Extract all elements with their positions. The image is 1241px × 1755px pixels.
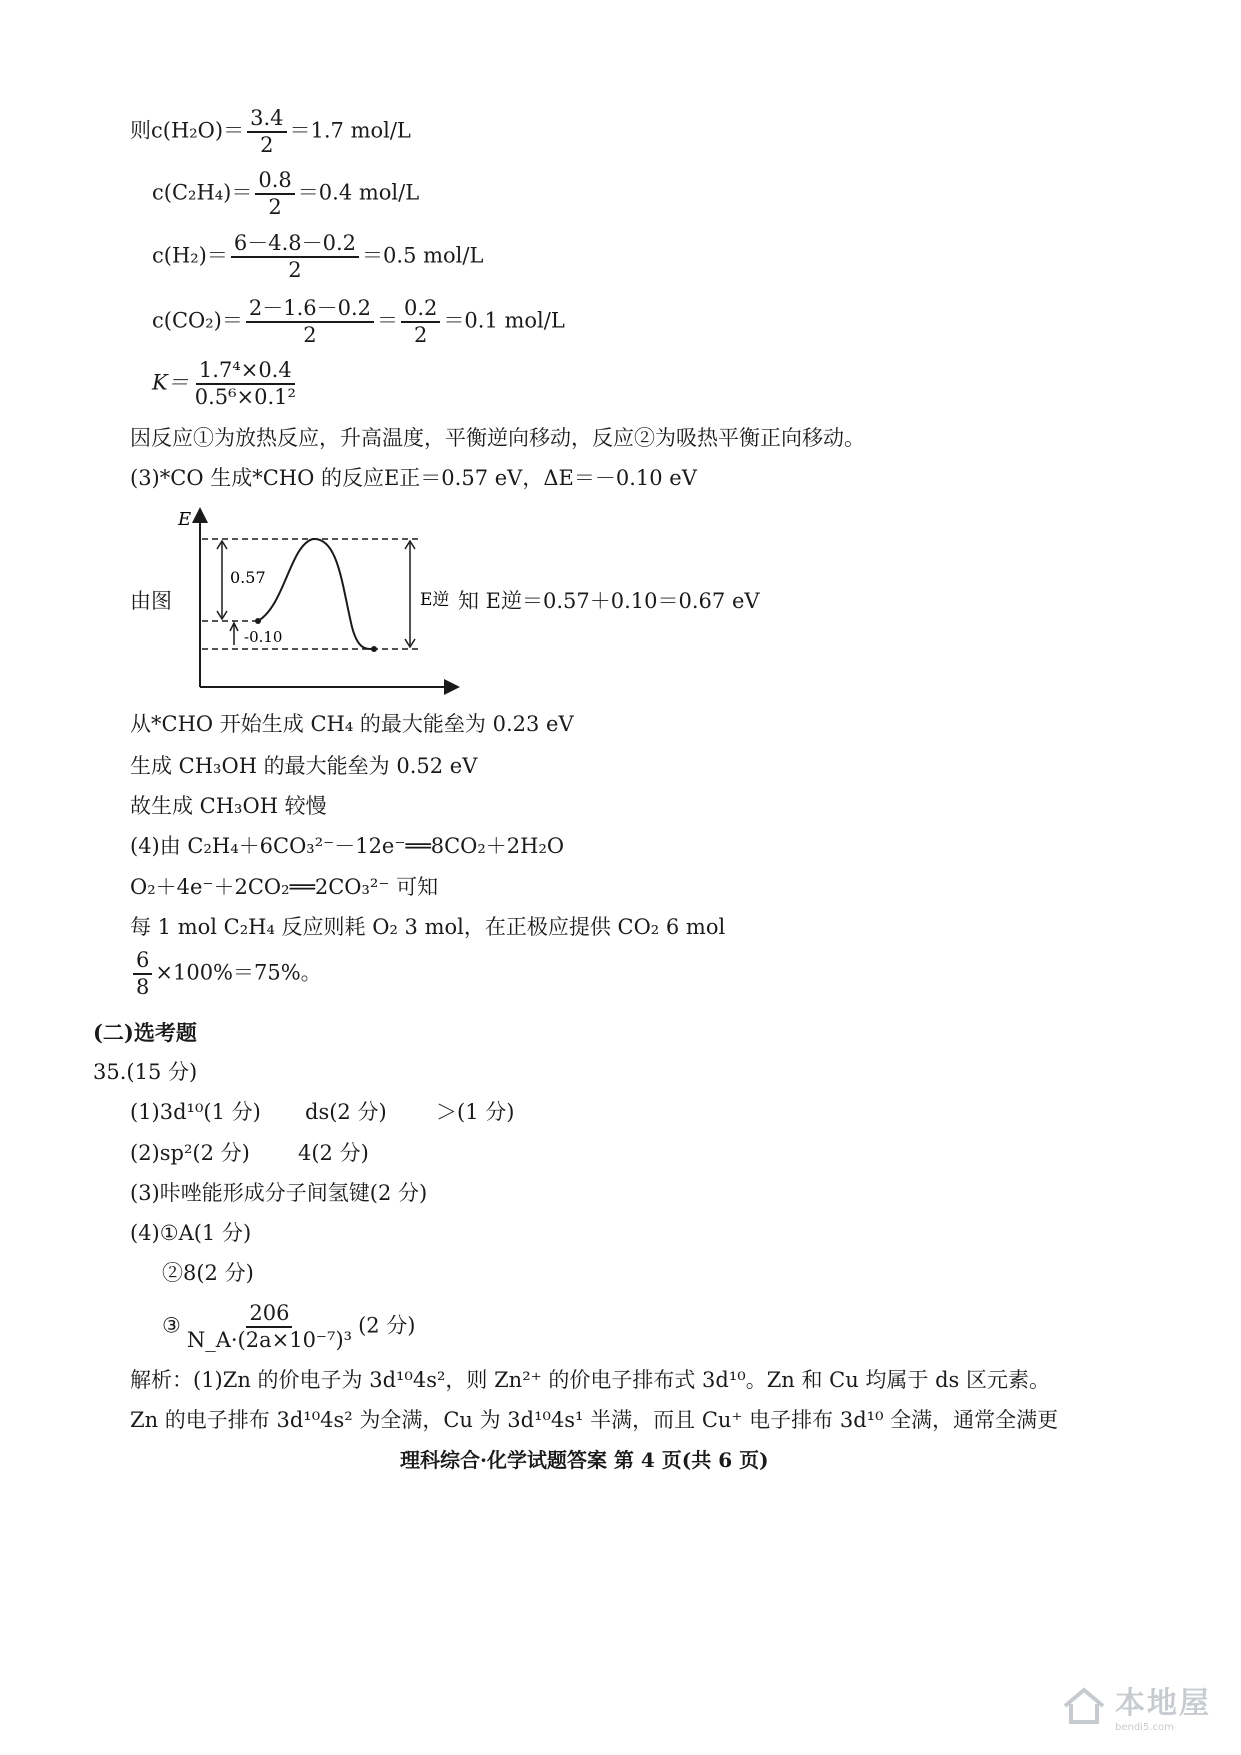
part4-reaction-2: O₂＋4e⁻＋2CO₂══2CO₃²⁻ 可知: [130, 875, 439, 899]
density-fraction: $\frac{206}{\text{N\_A·(2a×10⁻⁷)³}}$: [186, 1301, 353, 1352]
start-point: [255, 618, 261, 624]
answer-2b: 4(2 分): [298, 1141, 369, 1165]
equation-c-c2h4: c(C₂H₄)＝ $\frac{0.8}{2}$ ＝0.4 mol/L: [152, 168, 420, 219]
question-35-title: 35.(15 分): [93, 1060, 198, 1084]
answer-1b: ds(2 分): [305, 1100, 387, 1124]
equation-k: K＝ $\frac{\text{1.7⁴×0.4}}{\text{0.5⁶×0.1²}}$: [152, 360, 302, 408]
reverse-label: E逆: [420, 590, 450, 610]
watermark: [1061, 1678, 1211, 1733]
eq1-fraction: $\frac{3.4}{2}$: [247, 108, 286, 156]
barrier-label: 0.57: [230, 568, 266, 587]
equation-c-h2: c(H₂)＝ $\frac{6-4.8-0.2}{2}$ ＝0.5 mol/L: [152, 231, 484, 282]
explanation-line: 因反应①为放热反应，升高温度，平衡逆向移动，反应②为吸热平衡正向移动。: [130, 426, 865, 450]
delta-label: -0.10: [244, 628, 283, 646]
part4-reaction-1: (4)由 C₂H₄＋6CO₃²⁻－12e⁻══8CO₂＋2H₂O: [130, 834, 565, 858]
house-icon: [1061, 1686, 1107, 1726]
analysis-line-1: 解析：(1)Zn 的价电子为 3d¹⁰4s²，则 Zn²⁺ 的价电子排布式 3d¹⁰。Zn 和 Cu 均属于 ds 区元素。: [130, 1368, 1050, 1392]
watermark-brand: 本地屋: [1115, 1686, 1211, 1721]
axis-label-e: E: [178, 509, 192, 530]
answer-1a: (1)3d¹⁰(1 分): [130, 1100, 261, 1124]
answer-4-3: ③ $\frac{206}{\text{N\_A·(2a×10⁻⁷)³}}$ (2 分): [162, 1301, 416, 1352]
eq1-suffix: ＝1.7 mol/L: [289, 118, 411, 143]
answer-4-1: (4)①A(1 分): [130, 1221, 252, 1245]
equation-c-co2: c(CO₂)＝ $\frac{2-1.6-0.2}{2}$ ＝ $\frac{0.2}{2}$ ＝0.1 mol/L: [152, 296, 565, 347]
eq1-prefix: 则c(H₂O)＝: [130, 118, 245, 143]
part4-consumption: 每 1 mol C₂H₄ 反应则耗 O₂ 3 mol，在正极应提供 CO₂ 6 mol: [130, 915, 726, 939]
answer-1c: ＞(1 分): [436, 1100, 515, 1124]
watermark-domain: bendi5.com: [1115, 1722, 1174, 1733]
section-heading: (二)选考题: [93, 1020, 197, 1045]
page-footer: 理科综合·化学试题答案 第 4 页(共 6 页): [400, 1448, 769, 1472]
part3-line: (3)*CO 生成*CHO 的反应E正＝0.57 eV，ΔE＝－0.10 eV: [130, 466, 697, 490]
analysis-line-2: Zn 的电子排布 3d¹⁰4s² 为全满，Cu 为 3d¹⁰4s¹ 半满，而且 Cu⁺ 电子排布 3d¹⁰ 全满，通常全满更: [130, 1408, 1059, 1432]
conclusion-line: 故生成 CH₃OH 较慢: [130, 794, 327, 818]
equation-c-h2o: [130, 108, 411, 156]
eq3-fraction: $\frac{6-4.8-0.2}{2}$: [231, 233, 359, 281]
percentage-line: $\frac{6}{8}$ ×100%＝75%。: [130, 950, 322, 998]
answer-2a: (2)sp²(2 分): [130, 1141, 250, 1165]
from-figure-label: 由图: [130, 589, 172, 613]
eq5-fraction: $\frac{\text{1.7⁴×0.4}}{\text{0.5⁶×0.1²}}$: [194, 358, 296, 409]
percent-fraction: $\frac{6}{8}$: [133, 950, 152, 998]
ch3oh-barrier-line: 生成 CH₃OH 的最大能垒为 0.52 eV: [130, 754, 478, 778]
eq4-fraction-1: $\frac{2-1.6-0.2}{2}$: [246, 298, 374, 346]
ch4-barrier-line: 从*CHO 开始生成 CH₄ 的最大能垒为 0.23 eV: [130, 712, 574, 736]
eq4-fraction-2: $\frac{0.2}{2}$: [401, 298, 440, 346]
end-point: [371, 646, 377, 652]
eq2-fraction: $\frac{0.8}{2}$: [255, 170, 294, 218]
reverse-barrier-result: 知 E逆＝0.57＋0.10＝0.67 eV: [458, 589, 760, 613]
energy-diagram: [170, 505, 470, 700]
answer-4-2: ②8(2 分): [162, 1261, 254, 1285]
answer-3: (3)咔唑能形成分子间氢键(2 分): [130, 1181, 428, 1205]
